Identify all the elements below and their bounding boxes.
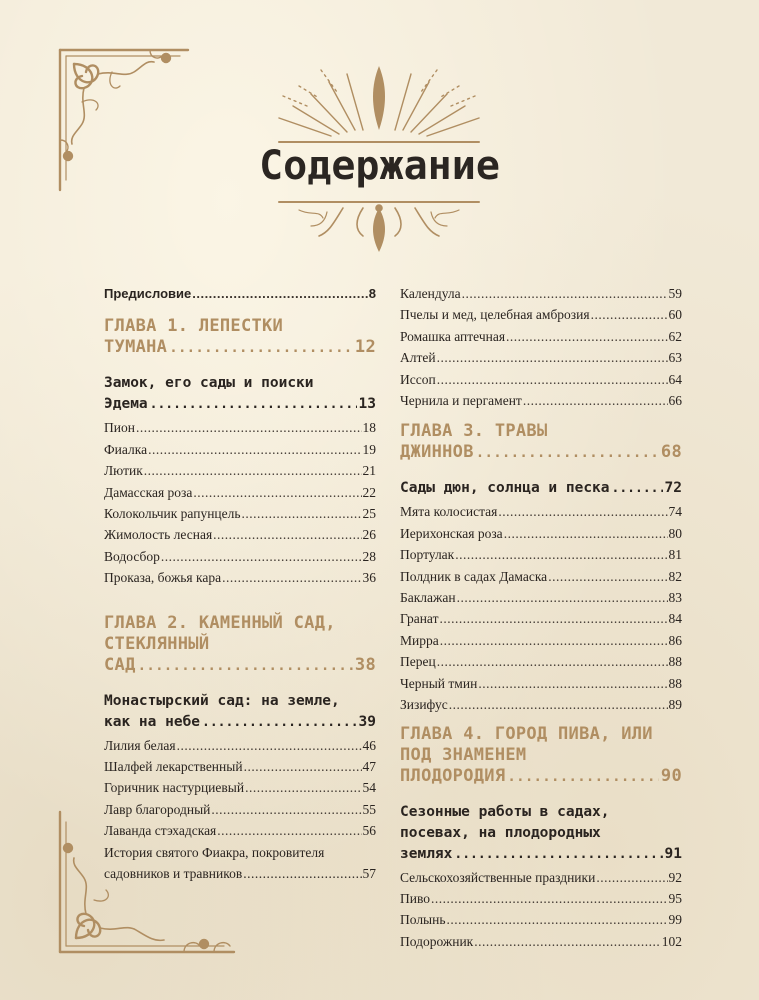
toc-entry-page: 56 <box>362 823 376 839</box>
toc-entry[interactable] <box>400 326 682 347</box>
toc-entry[interactable] <box>400 369 682 390</box>
toc-entry-page: 62 <box>668 328 682 344</box>
toc-entry[interactable] <box>104 460 376 481</box>
toc-entry-label: Проказа, божья кара <box>104 570 222 586</box>
toc-entry-page: 81 <box>668 547 682 563</box>
toc-entry-label: Лютик <box>104 463 143 479</box>
toc-entry-page: 21 <box>362 463 376 479</box>
toc-entry-label: Портулак <box>400 547 455 563</box>
toc-entry-label: Мирра <box>400 632 439 648</box>
toc-entry[interactable] <box>400 501 682 522</box>
toc-entry-label: Мята колосистая <box>400 504 498 520</box>
toc-entry[interactable] <box>400 544 682 565</box>
toc-entry-label: Гранат <box>400 611 439 627</box>
toc-entry-page: 28 <box>362 548 376 564</box>
toc-entry[interactable] <box>400 867 682 888</box>
toc-entry[interactable] <box>104 524 376 545</box>
toc-entry-page: 82 <box>668 568 682 584</box>
toc-chapter-1[interactable]: ГЛАВА 1. ЛЕПЕСТКИ ТУМАНА ..... 12 <box>104 316 376 359</box>
toc-entry[interactable] <box>400 909 682 930</box>
toc-entry[interactable] <box>400 673 682 694</box>
toc-entry-page: 25 <box>362 506 376 522</box>
toc-chapter-4[interactable]: ГЛАВА 4. ГОРОД ПИВА, ИЛИ ПОД ЗНАМЕНЕМ ПЛОДОРОДИЯ ..... 90 <box>400 724 682 788</box>
toc-entry[interactable] <box>104 567 376 588</box>
toc-section-dunes[interactable]: Сады дюн, солнца и песка ..... 72 <box>400 478 682 499</box>
toc-entry-label: Ромашка аптечная <box>400 328 506 344</box>
toc-entry-label: Дамасская роза <box>104 484 193 500</box>
toc-entry-page: 80 <box>668 525 682 541</box>
toc-entry[interactable] <box>104 777 376 798</box>
toc-entry-label: Календула <box>400 286 461 301</box>
toc-entry[interactable] <box>400 283 682 304</box>
title-underline-ornament <box>259 196 499 256</box>
toc-section-monastery[interactable]: Монастырский сад: на земле, как на небе ..... 39 <box>104 691 376 733</box>
toc-left-column <box>104 283 376 885</box>
toc-entry-page: 47 <box>362 759 376 775</box>
toc-entry-label: Пчелы и мед, целебная амброзия <box>400 307 590 323</box>
toc-entry-label: Лилия белая <box>104 737 176 753</box>
toc-entry-label: Шалфей лекарственный <box>104 759 243 775</box>
toc-entry[interactable] <box>104 820 376 841</box>
toc-entry[interactable] <box>400 651 682 672</box>
toc-entry[interactable] <box>104 482 376 503</box>
toc-entry-page: 36 <box>362 570 376 586</box>
toc-section-castle[interactable]: Замок, его сады и поиски Эдема ..... 13 <box>104 373 376 415</box>
toc-entry-label: Иссоп <box>400 371 436 387</box>
toc-entry[interactable] <box>400 587 682 608</box>
toc-entry-label: Горичник настурциевый <box>104 780 245 796</box>
toc-entry-foreword[interactable]: Предисловие ..... 8 <box>104 283 376 304</box>
toc-chapter-2[interactable]: ГЛАВА 2. КАМЕННЫЙ САД, СТЕКЛЯННЫЙ САД ..... 38 <box>104 613 376 677</box>
toc-entry-page: 83 <box>668 590 682 606</box>
toc-entry-fiacre[interactable]: История святого Фиакра, покровителя садовников и травников ..... 57 <box>104 842 376 885</box>
toc-entry-page: 74 <box>668 504 682 520</box>
toc-entry-page: 22 <box>362 484 376 500</box>
toc-entry-page: 89 <box>668 697 682 713</box>
toc-entry-page: 19 <box>362 441 376 457</box>
toc-entry[interactable] <box>104 735 376 756</box>
toc-entry[interactable] <box>104 756 376 777</box>
page-title: Содержание <box>259 143 500 189</box>
toc-entry[interactable] <box>400 931 682 952</box>
toc-entry[interactable] <box>400 566 682 587</box>
toc-entry-label: Пион <box>104 420 135 436</box>
toc-entry-label: Чернила и пергамент <box>400 393 522 409</box>
toc-entry-page: 88 <box>668 654 682 670</box>
toc-entry-page: 26 <box>362 527 376 543</box>
toc-entry-page: 92 <box>668 869 682 885</box>
toc-entry-label: Черный тмин <box>400 675 478 691</box>
toc-entry-label: Зизифус <box>400 697 448 713</box>
toc-entry[interactable] <box>104 417 376 438</box>
toc-entry-page: 54 <box>362 780 376 796</box>
toc-entry[interactable] <box>104 799 376 820</box>
toc-entry[interactable] <box>400 608 682 629</box>
toc-entry-label: Лаванда стэхадская <box>104 823 217 839</box>
toc-entry-label: Перец <box>400 654 436 670</box>
toc-entry-page: 102 <box>661 933 682 949</box>
toc-entry-label: Алтей <box>400 350 436 366</box>
toc-entry-label: Иерихонская роза <box>400 525 503 541</box>
toc-entry[interactable] <box>104 503 376 524</box>
toc-entry[interactable] <box>400 523 682 544</box>
toc-entry-label: Подорожник <box>400 933 474 949</box>
toc-entry-page: 88 <box>668 675 682 691</box>
toc-entry-label: Пиво <box>400 890 431 906</box>
toc-entry-page: 55 <box>362 801 376 817</box>
toc-entry[interactable] <box>400 888 682 909</box>
toc-entry-label: Баклажан <box>400 590 456 606</box>
toc-entry-label: Полдник в садах Дамаска <box>400 568 548 584</box>
toc-entry-page: 60 <box>668 307 682 323</box>
toc-entry-label: Полынь <box>400 912 446 928</box>
toc-entry-label: Сельскохозяйственные праздники <box>400 869 596 885</box>
toc-entry-label: Колокольчик рапунцель <box>104 506 241 522</box>
toc-entry-page: 84 <box>668 611 682 627</box>
toc-entry[interactable] <box>400 347 682 368</box>
toc-entry[interactable] <box>400 390 682 411</box>
toc-entry-label: Водосбор <box>104 548 160 564</box>
toc-entry-page: 59 <box>668 286 682 301</box>
toc-entry-page: 64 <box>668 371 682 387</box>
toc-entry-label: Лавр благородный <box>104 801 211 817</box>
toc-section-seasonal[interactable]: Сезонные работы в садах, посевах, на плодородных землях ..... 91 <box>400 802 682 865</box>
title-sunburst-ornament <box>259 46 499 146</box>
toc-entry-page: 86 <box>668 632 682 648</box>
toc-entry-page: 63 <box>668 350 682 366</box>
toc-entry-page: 99 <box>668 912 682 928</box>
toc-entry[interactable] <box>400 304 682 325</box>
toc-entry-label: Жимолость лесная <box>104 527 213 543</box>
toc-entry-page: 66 <box>668 393 682 409</box>
toc-entry-page: 95 <box>668 890 682 906</box>
toc-entry-label: Фиалка <box>104 441 148 457</box>
toc-chapter-3[interactable]: ГЛАВА 3. ТРАВЫ ДЖИННОВ ..... 68 <box>400 421 682 464</box>
toc-entry[interactable] <box>400 630 682 651</box>
toc-right-column <box>400 283 682 952</box>
toc-entry[interactable] <box>104 546 376 567</box>
toc-entry-page: 18 <box>362 420 376 436</box>
toc-entry-page: 46 <box>362 737 376 753</box>
toc-entry[interactable] <box>104 439 376 460</box>
toc-entry[interactable] <box>400 694 682 715</box>
